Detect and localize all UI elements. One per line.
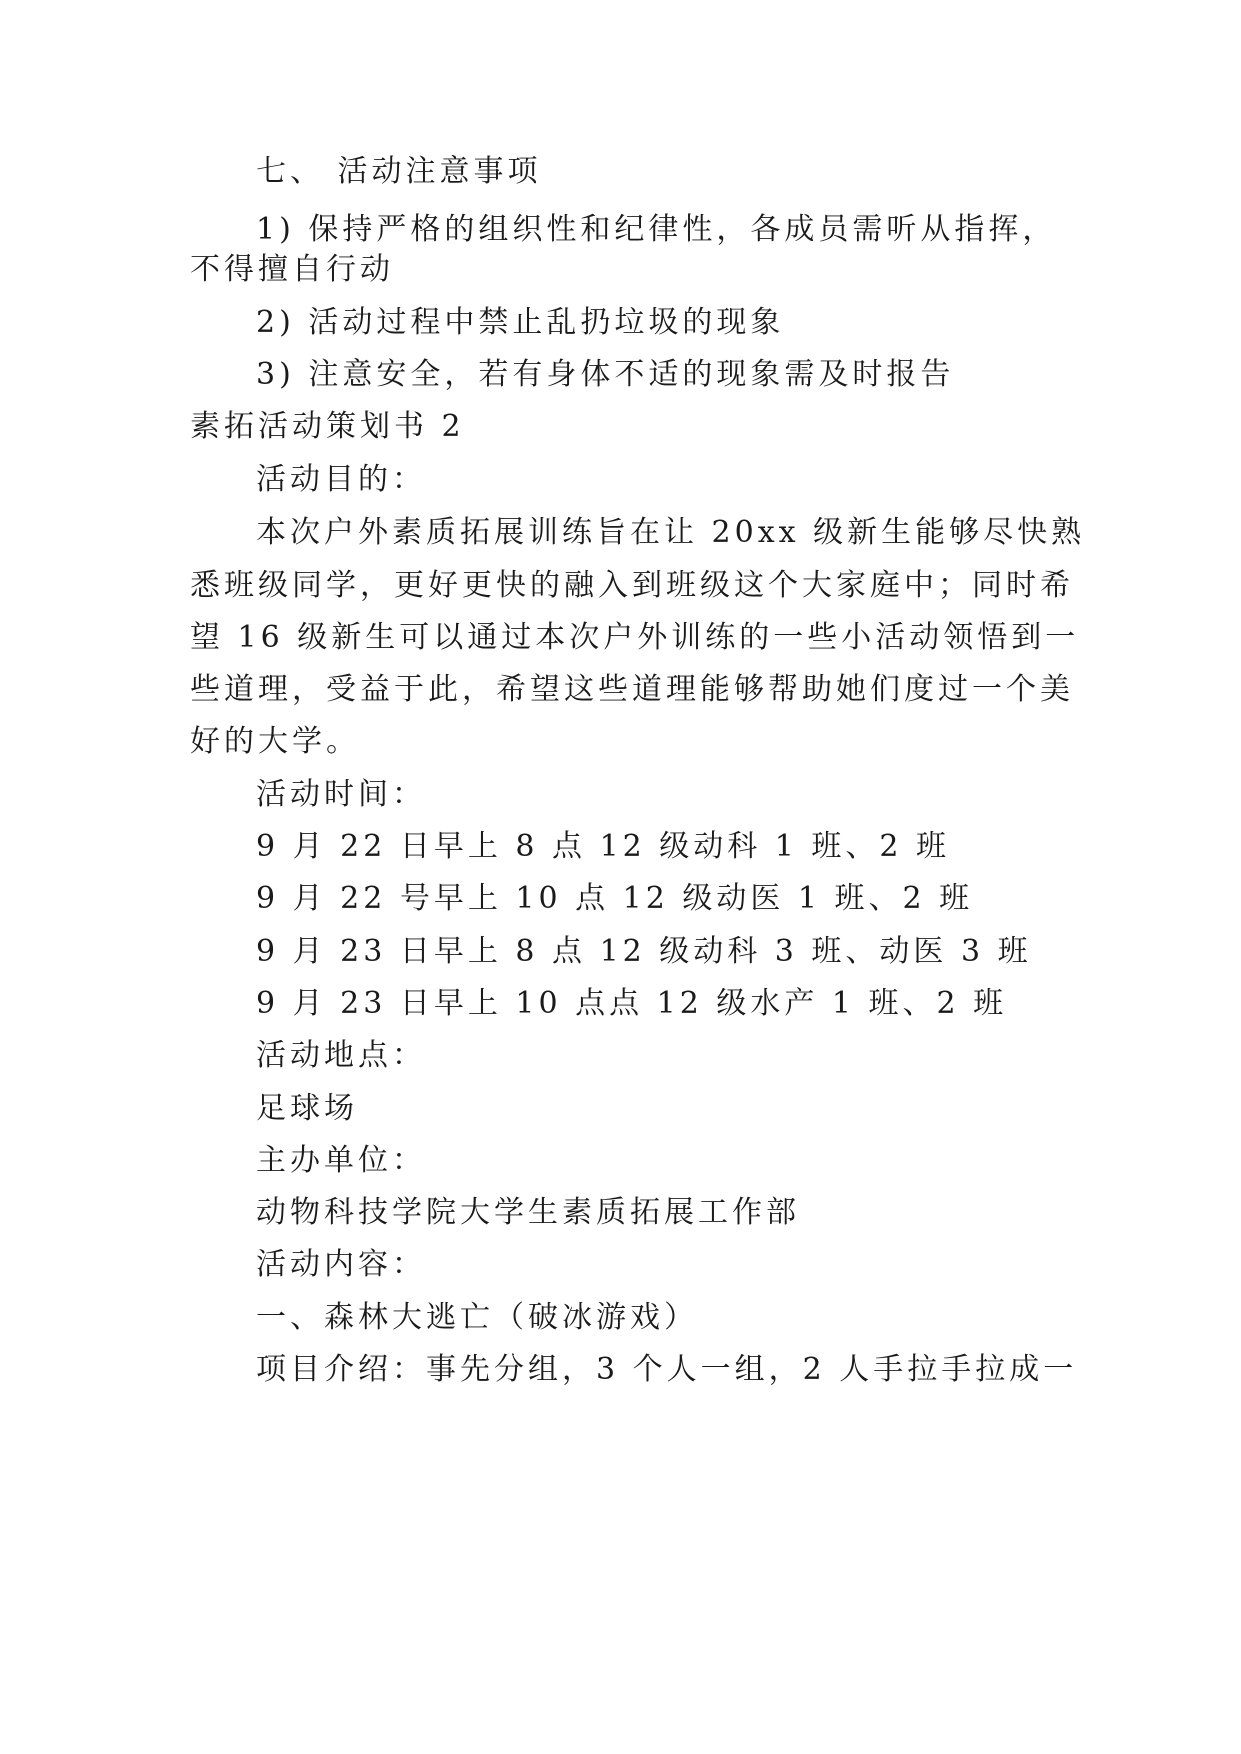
note-item-continuation: 不得擅自行动	[190, 252, 394, 287]
document-title: 素拓活动策划书 2	[190, 409, 465, 444]
purpose-text: 好的大学。	[190, 724, 360, 759]
purpose-text: 些道理，受益于此，希望这些道理能够帮助她们度过一个美	[190, 672, 1074, 707]
purpose-text: 悉班级同学，更好更快的融入到班级这个大家庭中；同时希	[190, 568, 1074, 603]
note-item: 3) 注意安全，若有身体不适的现象需及时报告	[256, 357, 955, 392]
location-value: 足球场	[256, 1091, 358, 1126]
activity-title: 一、森林大逃亡（破冰游戏）	[256, 1300, 698, 1335]
organizer-value: 动物科技学院大学生素质拓展工作部	[256, 1195, 800, 1230]
time-entry: 9 月 23 日早上 8 点 12 级动科 3 班、动医 3 班	[256, 934, 1032, 969]
time-entry: 9 月 22 号早上 10 点 12 级动医 1 班、2 班	[256, 881, 974, 916]
location-label: 活动地点：	[256, 1038, 426, 1073]
purpose-text: 望 16 级新生可以通过本次户外训练的一些小活动领悟到一	[190, 620, 1080, 655]
time-entry: 9 月 23 日早上 10 点点 12 级水产 1 班、2 班	[256, 986, 1008, 1021]
purpose-label: 活动目的：	[256, 462, 426, 497]
content-label: 活动内容：	[256, 1247, 426, 1282]
note-item: 1) 保持严格的组织性和纪律性，各成员需听从指挥，	[256, 212, 1057, 247]
time-label: 活动时间：	[256, 777, 426, 812]
purpose-text: 本次户外素质拓展训练旨在让 20xx 级新生能够尽快熟	[256, 515, 1086, 550]
note-item: 2) 活动过程中禁止乱扔垃圾的现象	[256, 305, 785, 340]
activity-intro: 项目介绍：事先分组，3 个人一组，2 人手拉手拉成一	[256, 1352, 1078, 1387]
organizer-label: 主办单位：	[256, 1143, 426, 1178]
time-entry: 9 月 22 日早上 8 点 12 级动科 1 班、2 班	[256, 829, 951, 864]
section-heading: 七、 活动注意事项	[256, 154, 542, 189]
